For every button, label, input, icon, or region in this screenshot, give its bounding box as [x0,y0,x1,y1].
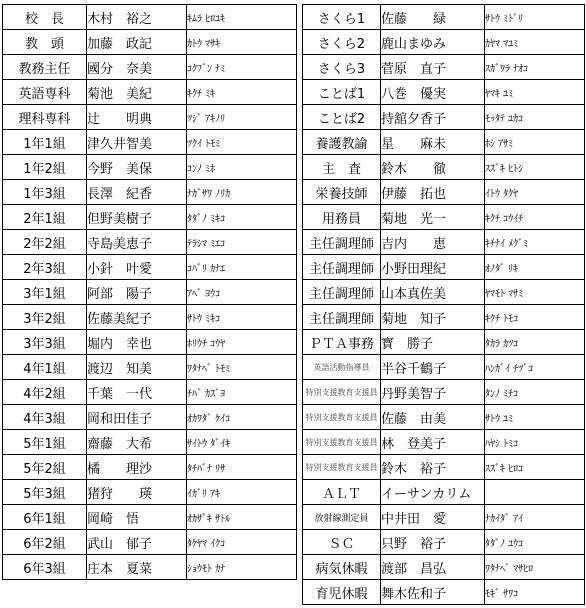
table-row [3,305,297,330]
kana-cell: ｷﾁﾅｲ ﾒｸﾞﾐ [485,230,585,255]
table-row [3,405,297,430]
table-row [3,530,297,555]
kana-cell: ﾂｸｲ ﾄﾓﾐ [187,130,297,155]
role-cell: ＳＣ [303,530,381,555]
name-cell: 岡崎 悟 [87,505,187,530]
name-cell: 菊地 知子 [381,305,485,330]
kana-cell: ｻﾄｳ ﾐﾄﾞﾘ [485,5,585,30]
role-cell: 特別支援教育支援員 [303,405,381,430]
kana-cell: ﾜﾀﾅﾍﾞ ﾄﾓﾐ [187,355,297,380]
name-cell: 鈴木 裕子 [381,455,485,480]
name-cell: 齋藤 大希 [87,430,187,455]
role-cell: 2年3組 [3,255,87,280]
kana-cell: ｲｶﾞﾘ ｱｷ [187,480,297,505]
name-cell: 持舘夕香子 [381,105,485,130]
name-cell: 寺島美恵子 [87,230,187,255]
name-cell: 寳 勝子 [381,330,485,355]
kana-cell: ｻｲﾄｳ ﾀﾞｲｷ [187,430,297,455]
kana-cell: ﾊﾔｼ ﾄﾐｺ [485,430,585,455]
table-row [303,505,585,530]
table-row [3,355,297,380]
name-cell: 林 登美子 [381,430,485,455]
table-row [303,580,585,605]
name-cell: 加藤 政記 [87,30,187,55]
kana-cell: ｷｸﾁ ﾐｷ [187,80,297,105]
table-row [303,380,585,405]
role-cell: 主任調理師 [303,230,381,255]
table-row [303,105,585,130]
kana-cell: ﾀﾀﾞﾉ ﾐｷｺ [187,205,297,230]
kana-cell: ﾜﾀﾅﾍﾞ ﾏｻﾋﾛ [485,555,585,580]
name-cell: 但野美樹子 [87,205,187,230]
role-cell: 教 頭 [3,30,87,55]
table-row [3,430,297,455]
name-cell: 木村 裕之 [87,5,187,30]
table-row [3,180,297,205]
name-cell: 八巻 優実 [381,80,485,105]
kana-cell: ﾀｹﾔﾏ ｲｸｺ [187,530,297,555]
table-row [3,330,297,355]
role-cell: 3年1組 [3,280,87,305]
name-cell: 岡和田佳子 [87,405,187,430]
role-cell: 1年3組 [3,180,87,205]
kana-cell: ﾀﾀﾞﾉ ﾕｳｺ [485,530,585,555]
role-cell: 主 査 [303,155,381,180]
name-cell: 千葉 一代 [87,380,187,405]
name-cell: 渡辺 知美 [87,355,187,380]
table-row [3,280,297,305]
role-cell: 主任調理師 [303,280,381,305]
role-cell: 特別支援教育支援員 [303,430,381,455]
table-row [303,30,585,55]
table-row [3,205,297,230]
role-cell: 主任調理師 [303,255,381,280]
role-cell: 6年1組 [3,505,87,530]
table-row [303,305,585,330]
table-row [303,230,585,255]
kana-cell: ﾅｶﾞｻﾜ ﾉﾘｶ [187,180,297,205]
kana-cell: ｽｽﾞｷ ﾋﾛｺ [485,455,585,480]
table-row [3,455,297,480]
name-cell: 伊藤 拓也 [381,180,485,205]
role-cell: 6年3組 [3,555,87,580]
table-row [303,180,585,205]
role-cell: ことば1 [303,80,381,105]
kana-cell: ﾓｯﾀﾃ ﾕｶｺ [485,105,585,130]
table-row [303,430,585,455]
name-cell: 吉内 恵 [381,230,485,255]
table-row [3,230,297,255]
role-cell: 理科専科 [3,105,87,130]
kana-cell: ｷﾑﾗ ﾋﾛﾕｷ [187,5,297,30]
table-row [303,355,585,380]
role-cell: 3年3組 [3,330,87,355]
kana-cell: ﾀﾁﾊﾞﾅ ﾘｻ [187,455,297,480]
table-row [303,205,585,230]
name-cell: 阿部 陽子 [87,280,187,305]
name-cell: 橘 理沙 [87,455,187,480]
role-cell: 用務員 [303,205,381,230]
role-cell: 育児休暇 [303,580,381,605]
staff-table-right [302,4,585,605]
staff-table-left-body [3,5,297,580]
name-cell: 鹿山まゆみ [381,30,485,55]
role-cell: 英語活動指導員 [303,355,381,380]
name-cell: 今野 美保 [87,155,187,180]
role-cell: 1年1組 [3,130,87,155]
table-row [303,480,585,505]
table-row [303,280,585,305]
kana-cell: ﾅｶｲﾀﾞ ｱｲ [485,505,585,530]
table-row [3,105,297,130]
name-cell: 半谷千鶴子 [381,355,485,380]
name-cell: 小針 叶愛 [87,255,187,280]
table-row [3,55,297,80]
name-cell: 丹野美智子 [381,380,485,405]
name-cell: 只野 裕子 [381,530,485,555]
staff-table-left [2,4,297,580]
kana-cell: ﾁﾊﾞ ｶｽﾞﾖ [187,380,297,405]
role-cell: 2年1組 [3,205,87,230]
table-row [3,5,297,30]
table-row [3,30,297,55]
role-cell: 5年1組 [3,430,87,455]
name-cell: 堀内 幸也 [87,330,187,355]
role-cell: 病気休暇 [303,555,381,580]
table-row [303,55,585,80]
table-row [3,505,297,530]
table-row [303,555,585,580]
kana-cell: ﾎｼ ｱｻﾐ [485,130,585,155]
name-cell: 佐藤美紀子 [87,305,187,330]
role-cell: さくら2 [303,30,381,55]
kana-cell: ｺﾊﾞﾘ ｶﾅｴ [187,255,297,280]
role-cell: 4年3組 [3,405,87,430]
table-row [3,255,297,280]
kana-cell: ｻﾄｳ ﾐｷｺ [187,305,297,330]
name-cell: 中井田 愛 [381,505,485,530]
name-cell: 菅原 直子 [381,55,485,80]
name-cell: 庄本 夏菜 [87,555,187,580]
name-cell: 長澤 紀香 [87,180,187,205]
kana-cell: ｼｮｳﾓﾄ ｶﾅ [187,555,297,580]
table-row [303,330,585,355]
kana-cell: ｷｸﾁ ｺｳｲﾁ [485,205,585,230]
role-cell: 教務主任 [3,55,87,80]
staff-table-right-body [303,5,585,605]
name-cell: 武山 郁子 [87,530,187,555]
kana-cell: ｻﾄｳ ﾕﾐ [485,405,585,430]
role-cell: 6年2組 [3,530,87,555]
role-cell: 特別支援教育支援員 [303,380,381,405]
name-cell: 菊池 美紀 [87,80,187,105]
role-cell: 1年2組 [3,155,87,180]
name-cell: 舞木佐和子 [381,580,485,605]
kana-cell: ﾂｼﾞ ｱｷﾉﾘ [187,105,297,130]
kana-cell: ｷｸﾁ ﾄﾓｺ [485,305,585,330]
name-cell: 小野田理紀 [381,255,485,280]
role-cell: 英語専科 [3,80,87,105]
kana-cell: ｵｶﾜﾀﾞ ｹｲｺ [187,405,297,430]
kana-cell: ｺﾝﾉ ﾐﾎ [187,155,297,180]
name-cell: 菊地 光一 [381,205,485,230]
kana-cell: ｽｶﾞﾜﾗ ﾅｵｺ [485,55,585,80]
name-cell: 鈴木 徹 [381,155,485,180]
table-row [303,130,585,155]
role-cell: 2年2組 [3,230,87,255]
name-cell: 佐藤 由美 [381,405,485,430]
kana-cell: ｶﾔﾏ ﾏﾕﾐ [485,30,585,55]
kana-cell: ﾀﾝﾉ ﾐﾁｺ [485,380,585,405]
name-cell: 國分 奈美 [87,55,187,80]
name-cell: イーサンカリム [381,480,485,505]
role-cell: 3年2組 [3,305,87,330]
table-row [303,405,585,430]
role-cell: 5年3組 [3,480,87,505]
role-cell: 特別支援教育支援員 [303,455,381,480]
table-row [3,130,297,155]
kana-cell: ｶﾄｳ ﾏｻｷ [187,30,297,55]
role-cell: ことば2 [303,105,381,130]
role-cell: 主任調理師 [303,305,381,330]
role-cell: 放射線測定員 [303,505,381,530]
kana-cell: ﾀｶﾗ ｶﾂｺ [485,330,585,355]
role-cell: 5年2組 [3,455,87,480]
role-cell: 4年2組 [3,380,87,405]
kana-cell: ﾊﾝｶﾞｲ ﾁﾂﾞｺ [485,355,585,380]
kana-cell: ｱﾍﾞ ﾖｳｺ [187,280,297,305]
table-row [303,530,585,555]
table-row [303,255,585,280]
role-cell: 養護教諭 [303,130,381,155]
table-row [3,480,297,505]
kana-cell: ﾔﾏﾓﾄ ﾏｻﾐ [485,280,585,305]
kana-cell: ﾃﾗｼﾏ ﾐｴｺ [187,230,297,255]
name-cell: 佐藤 緑 [381,5,485,30]
table-row [3,555,297,580]
kana-cell: ｵｶｻﾞｷ ｻﾄﾙ [187,505,297,530]
name-cell: 津久井智美 [87,130,187,155]
role-cell: 校 長 [3,5,87,30]
kana-cell: ﾓｷﾞ ｻﾜｺ [485,580,585,605]
table-row [3,80,297,105]
role-cell: 栄養技師 [303,180,381,205]
name-cell: 猪狩 瑛 [87,480,187,505]
table-row [303,5,585,30]
kana-cell: ﾎﾘｳﾁ ｺｳﾔ [187,330,297,355]
kana-cell: ｽｽﾞｷ ﾋﾄｼ [485,155,585,180]
role-cell: ＰＴＡ事務 [303,330,381,355]
kana-cell: ﾔﾏｷ ﾕﾐ [485,80,585,105]
role-cell: さくら1 [303,5,381,30]
name-cell: 山本真佐美 [381,280,485,305]
role-cell: 4年1組 [3,355,87,380]
table-row [303,455,585,480]
table-row [303,155,585,180]
role-cell: ＡＬＴ [303,480,381,505]
table-row [303,80,585,105]
table-row [3,155,297,180]
kana-cell [485,480,585,505]
kana-cell: ｲﾄｳ ﾀｸﾔ [485,180,585,205]
role-cell: さくら3 [303,55,381,80]
name-cell: 辻 明典 [87,105,187,130]
kana-cell: ｺｸﾌﾞﾝ ﾅﾐ [187,55,297,80]
name-cell: 星 麻未 [381,130,485,155]
kana-cell: ｵﾉﾀﾞ ﾘｷ [485,255,585,280]
name-cell: 渡部 昌弘 [381,555,485,580]
table-row [3,380,297,405]
